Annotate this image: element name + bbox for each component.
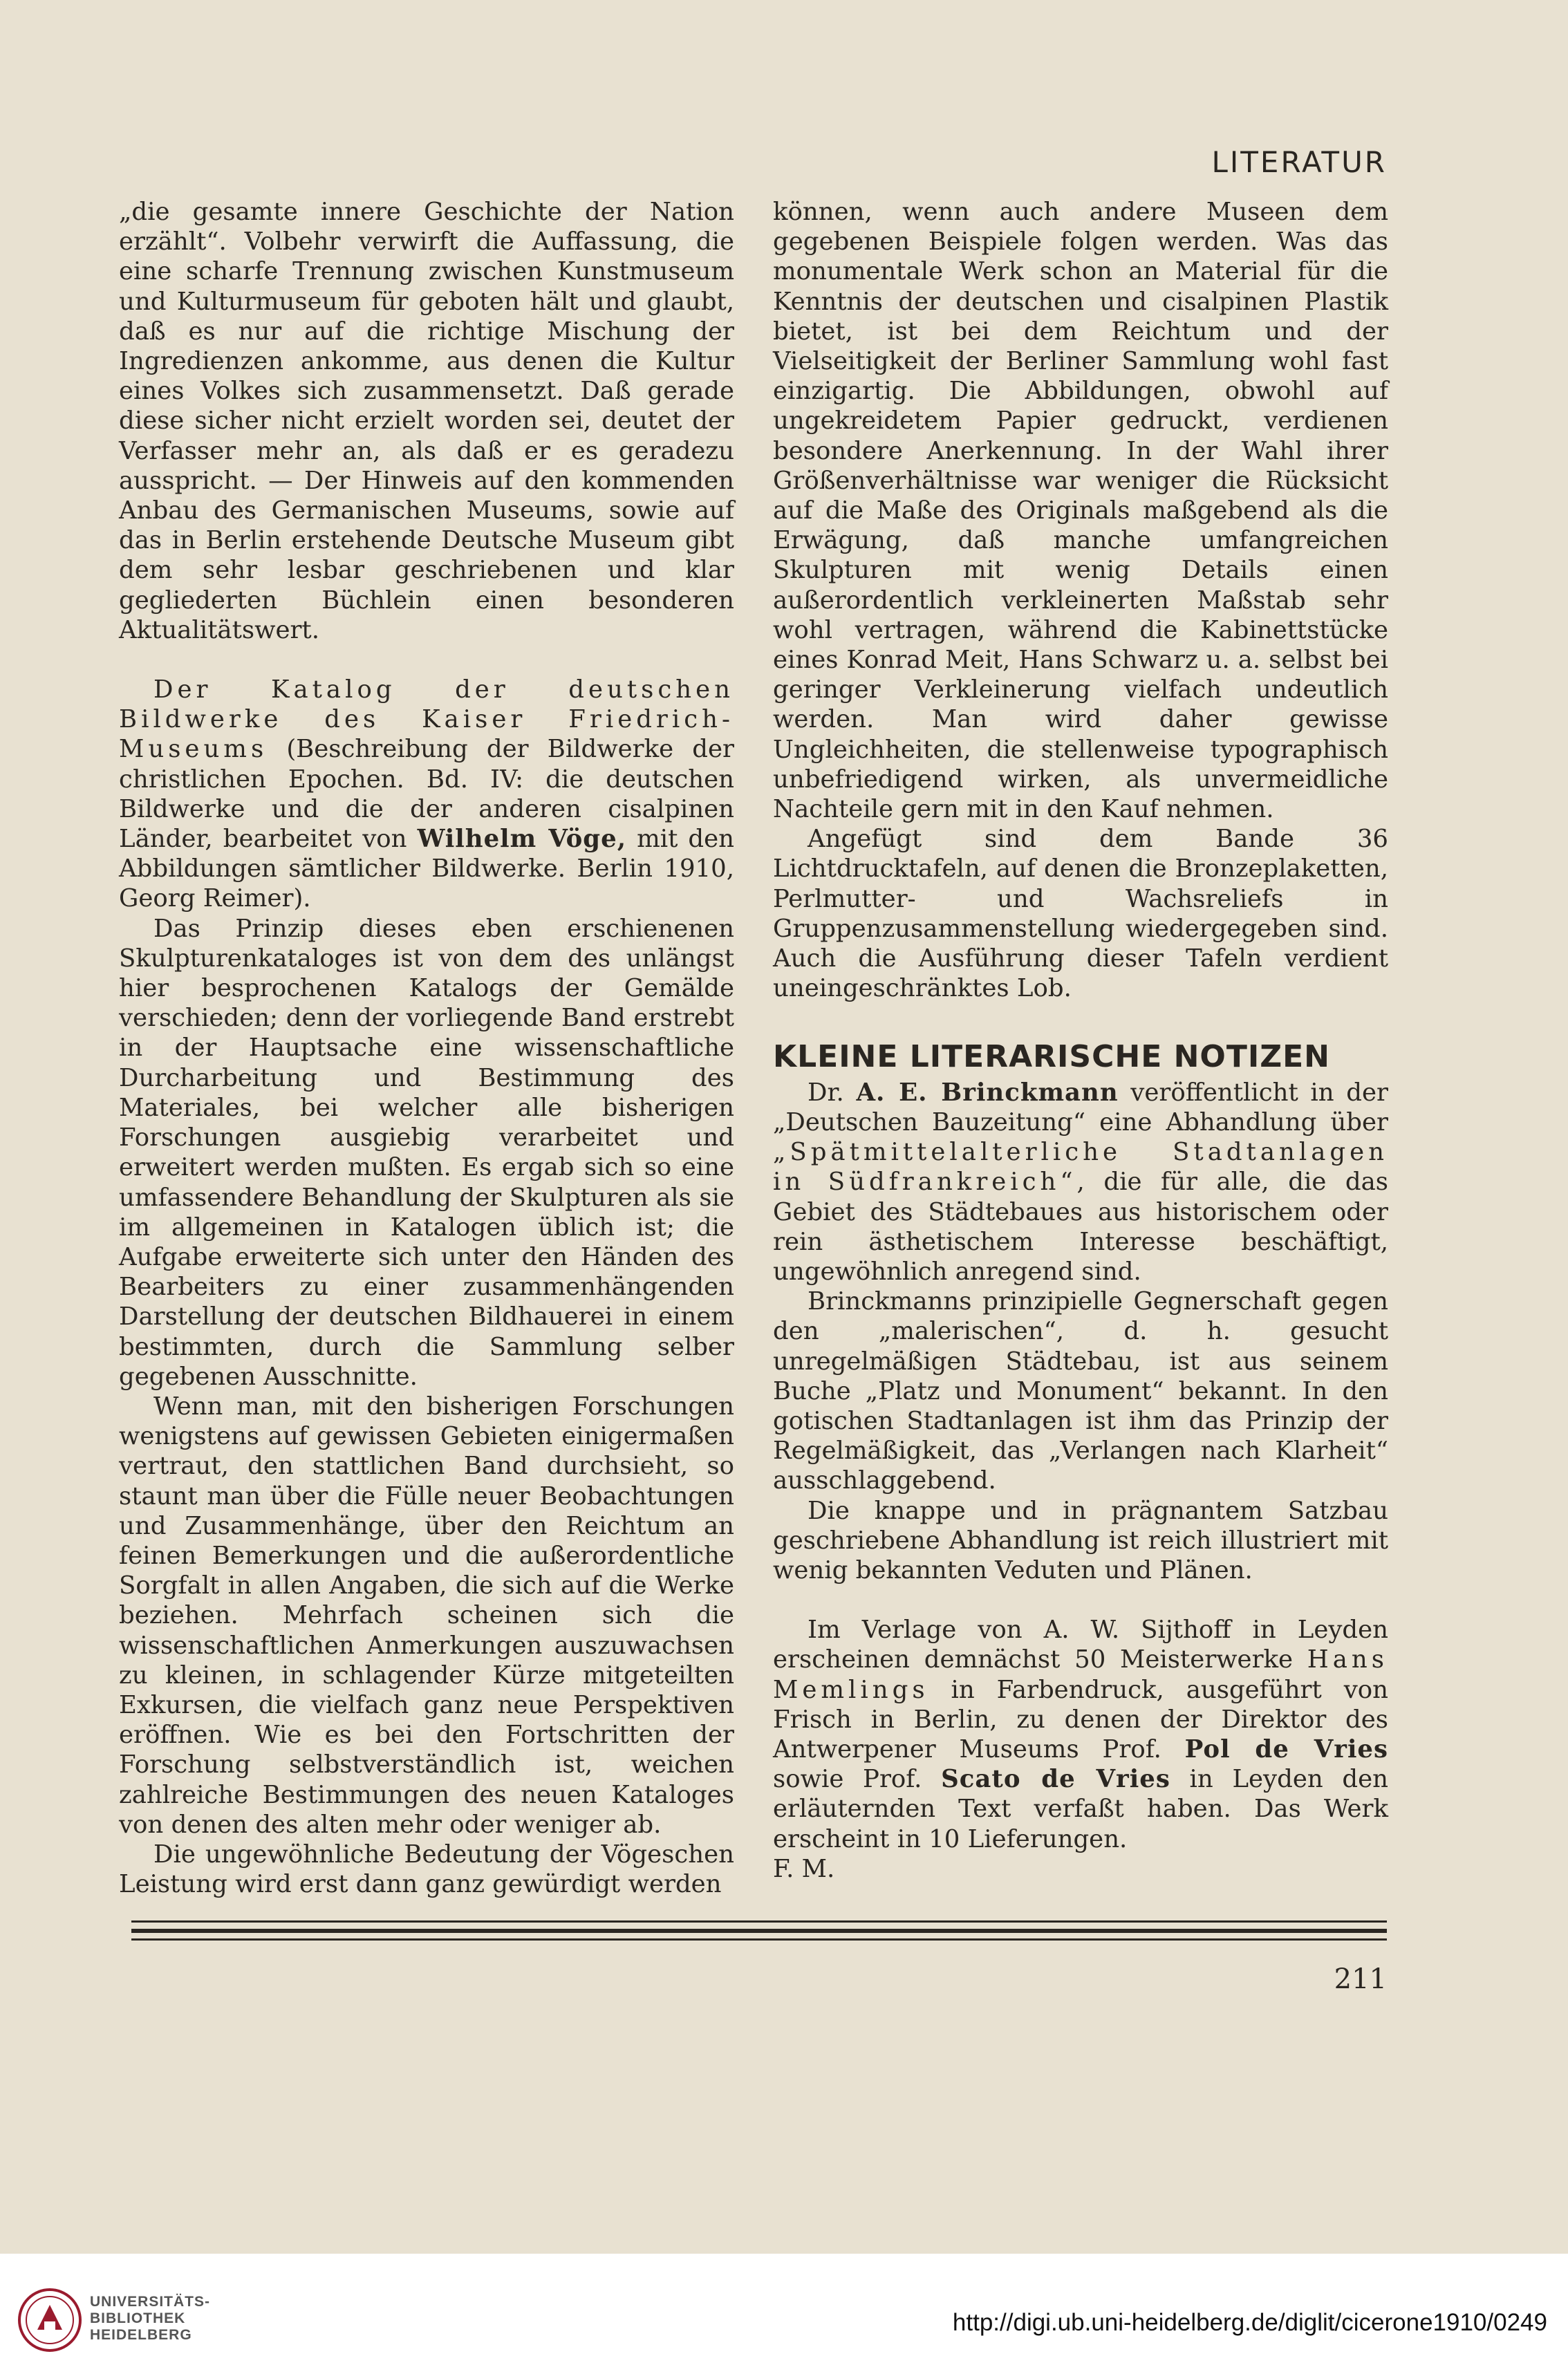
catalog-details-end: mit den Abbildungen sämtlicher Bildwerke. Berlin 1910, Georg Reimer). (119, 825, 734, 913)
notice-4-mid2: sowie Prof. (773, 1765, 942, 1794)
catalog-title: Der Katalog der deutschen Bildwerke des Kaiser Friedrich-Museums (119, 675, 734, 764)
right-column (773, 197, 1388, 1884)
notice-4-start: Im Verlage von A. W. Sijthoff in Leyden erscheinen demnächst 50 Meisterwerke (773, 1616, 1388, 1674)
library-name-line-3: HEIDELBERG (90, 2327, 192, 2343)
left-paragraph-5: Die ungewöhnliche Bedeutung der Vögeschen Leistung wird erst dann ganz gewürdigt werden (119, 1840, 734, 1899)
signature: F. M. (773, 1854, 835, 1883)
notice-1 (773, 1078, 1388, 1287)
left-column (119, 197, 734, 1899)
left-paragraph-4: Wenn man, mit den bisherigen Forschungen wenigstens auf gewissen Gebieten einigermaßen vertraut, den stattlichen Band durchsieht, so staunt man über die Fülle neuer Beobachtungen und Zusammenhänge, über den Reichtum an feinen Bemerkungen und die außerordentliche Sorgfalt in allen Angaben, die sich auf die Werke beziehen. Mehrfach scheinen sich die wissenschaftlichen Anmerkungen auszuwachsen zu kleinen, in schlagender Kürze mitgeteilten Exkursen, die vielfach ganz neue Perspektiven eröffnen. Wie es bei den Fortschritten der Forschung selbstverständlich ist, weichen zahlreiche Bestimmungen des neuen Kataloges von denen des alten mehr oder weniger ab. (119, 1392, 734, 1839)
university-seal-icon[interactable] (17, 2287, 83, 2353)
author-name: Wilhelm Vöge, (417, 825, 627, 854)
footer-rule-thin-top (131, 1920, 1387, 1923)
notice-1-end: , die für alle, die das Gebiet des Städtebaues aus historischem oder rein ästhetischem Interesse beschäftigt, ungewöhnlich anregend sind. (773, 1168, 1388, 1286)
footer-rule-thin-bottom (131, 1938, 1387, 1941)
left-paragraph-2 (119, 675, 734, 914)
left-paragraph-1: „die gesamte innere Geschichte der Nation erzählt“. Volbehr verwirft die Auffassung, die eine scharfe Trennung zwischen Kunstmuseum und Kulturmuseum für geboten hält und glaubt, daß es nur auf die richtige Mischung der Ingredienzen ankomme, aus denen die Kultur eines Volkes sich zusammensetzt. Daß gerade diese sicher nicht erzielt worden sei, deutet der Verfasser mehr an, als daß er es geradezu ausspricht. — Der Hinweis auf den kommenden Anbau des Germanischen Museums, sowie auf das in Berlin erstehende Deutsche Museum gibt dem sehr lesbar geschriebenen und klar gegliederten Büchlein einen besonderen Aktualitätswert. (119, 198, 734, 644)
notice-2: Brinckmanns prinzipielle Gegnerschaft gegen den „malerischen“, d. h. gesucht unregelmäßigen Städtebau, ist aus seinem Buche „Platz und Monument“ bekannt. In den gotischen Stadtanlagen ist ihm das Prinzip der Regelmäßigkeit, das „Verlangen nach Klarheit“ ausschlaggebend. (773, 1287, 1388, 1495)
library-name-line-1: UNIVERSITÄTS- (90, 2294, 211, 2310)
notice-4-artist: Hans Memlings (773, 1645, 1388, 1704)
notice-4 (773, 1615, 1388, 1854)
footer-rule-thick (131, 1929, 1387, 1933)
section-title: KLEINE LITERARISCHE NOTIZEN (773, 1039, 1331, 1075)
library-name (90, 2294, 210, 2344)
notice-1-name: A. E. Brinckmann (856, 1078, 1119, 1107)
right-paragraph-2: Angefügt sind dem Bande 36 Lichtdrucktafeln, auf denen die Bronzeplaketten, Perlmutter- und Wachsreliefs in Gruppenzusammenstellung wiedergegeben sind. Auch die Ausführung dieser Tafeln verdient uneingeschränktes Lob. (773, 825, 1388, 1003)
notice-3: Die knappe und in prägnantem Satzbau geschriebene Abhandlung ist reich illustriert mit wenig bekannten Veduten und Plänen. (773, 1496, 1388, 1585)
permalink-url[interactable]: http://digi.ub.uni-heidelberg.de/diglit/cicerone1910/0249 (952, 2309, 1547, 2336)
notice-4-mid1: in Farbendruck, ausgeführt von Frisch in Berlin, zu denen der Direktor des Antwerpener Museums Prof. (773, 1675, 1388, 1764)
library-footer (0, 2254, 1568, 2365)
library-name-line-2: BIBLIOTHEK (90, 2310, 186, 2326)
notice-4-name2: Scato de Vries (941, 1765, 1170, 1794)
running-header: LITERATUR (1211, 145, 1387, 179)
catalog-details: (Beschreibung der Bildwerke der christlichen Epochen. Bd. IV: die deutschen Bildwerke und die der anderen cisalpinen Länder, bearbeitet von (119, 735, 734, 854)
notice-4-end: in Leyden den erläuternden Text verfaßt haben. Das Werk erscheint in 10 Lieferungen. (773, 1765, 1389, 1853)
notice-1-start: Dr. (808, 1078, 857, 1107)
page-number: 211 (1334, 1963, 1387, 1995)
notice-1-mid: veröffentlicht in der „Deutschen Bauzeitung“ eine Abhandlung über (773, 1078, 1388, 1137)
notice-4-name1: Pol de Vries (1184, 1735, 1388, 1764)
left-paragraph-3: Das Prinzip dieses eben erschienenen Skulpturenkataloges ist von dem des unlängst hier besprochenen Katalogs der Gemälde verschieden; denn der vorliegende Band erstrebt in der Hauptsache eine wissenschaftliche Durcharbeitung und Bestimmung des Materiales, bei welcher alle bisherigen Forschungen ausgiebig verarbeitet und erweitert werden mußten. Es ergab sich so eine umfassendere Behandlung der Skulpturen als sie im allgemeinen in Katalogen üblich ist; die Aufgabe erweiterte sich unter den Händen des Bearbeiters zu einer zusammenhängenden Darstellung der deutschen Bildhauerei in einem bestimmten, durch die Sammlung selber gegebenen Ausschnitte. (119, 914, 734, 1391)
right-paragraph-1: können, wenn auch andere Museen dem gegebenen Beispiele folgen werden. Was das monumentale Werk schon an Material für die Kenntnis der deutschen und cisalpinen Plastik bietet, ist bei dem Reichtum und der Vielseitigkeit der Berliner Sammlung wohl fast einzigartig. Die Abbildungen, obwohl auf ungekreidetem Papier gedruckt, verdienen besondere Anerkennung. In der Wahl ihrer Größenverhältnisse war weniger die Rücksicht auf die Maße des Originals maßgebend als die Erwägung, daß manche umfangreichen Skulpturen mit wenig Details einen außerordentlich verkleinerten Maßstab sehr wohl vertragen, während die Kabinettstücke eines Konrad Meit, Hans Schwarz u. a. selbst bei geringer Verkleinerung vielfach undeutlich werden. Man wird daher gewisse Ungleichheiten, die stellenweise typographisch unbefriedigend wirken, als unvermeidliche Nachteile gern mit in den Kauf nehmen. (773, 198, 1388, 824)
notice-1-title: „Spätmittelalterliche Stadtanlagen in Südfrankreich“ (773, 1138, 1388, 1197)
